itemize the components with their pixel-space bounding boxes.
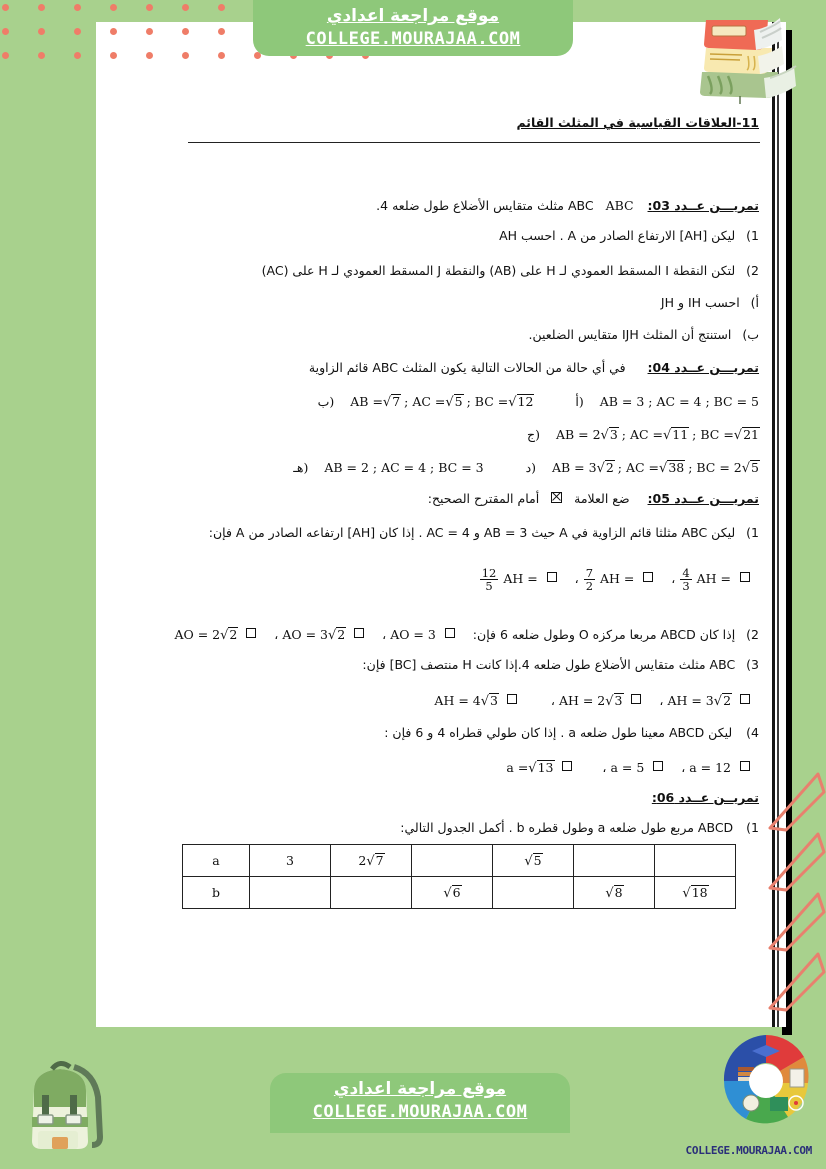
exercise-03-item-b — [528, 329, 759, 342]
exercise-03-item-1-label: 1) — [746, 228, 759, 243]
exercise-06-heading-line — [652, 792, 759, 805]
choice-q1-c1-lhs: AH = — [696, 571, 732, 587]
exercise-05-q1-text: ليكن ABC مثلثا قائم الزاوية في A حيث AB = 3 و AC = 4 . إذا كان [AH] ارتفاعه الصادر من A فإن: — [208, 525, 736, 540]
exercise-05-q3-choices: AH = 3√2 ، AH = 2√3 ، AH = 4√3 — [434, 693, 750, 708]
cell-b-6[interactable]: √18 — [655, 877, 736, 909]
exercise-05-q3 — [362, 659, 759, 672]
header-brand-url: COLLEGE.MOURAJAA.COM — [305, 29, 521, 49]
exercise-06-item-1 — [400, 822, 759, 835]
cell-b-2[interactable] — [331, 877, 412, 909]
checkbox-icon[interactable] — [547, 572, 557, 582]
choice-q1-c2-lhs: AH = — [600, 571, 635, 587]
exercise-05-instruction-after: أمام المقترح الصحيح: — [427, 491, 540, 506]
decorative-dot — [110, 4, 117, 11]
exercise-04-statement: في أي حالة من الحالات التالية يكون المثلث ABC قائم الزاوية — [308, 360, 626, 375]
exercise-05-q2-text: إذا كان ABCD مربعا مركزه O وطول ضلعه 6 فإن: — [472, 627, 736, 642]
exercise-03-statement: ABC مثلث متقايس الأضلاع طول ضلعه 4. — [376, 198, 594, 213]
table-row-b-label: b — [183, 877, 250, 909]
exercise-05-q4-text: ليكن ABCD معينا طول ضلعه a . إذا كان طولي قطراه 4 و 6 فإن : — [384, 725, 733, 740]
choice-q2-c1[interactable] — [386, 627, 455, 642]
case-b-label: ب) — [317, 394, 335, 409]
decorative-dot — [38, 28, 45, 35]
choice-q1-c1[interactable] — [675, 566, 750, 594]
x-mark-box-icon — [551, 492, 562, 503]
exercise-04-case-row-2 — [527, 427, 759, 442]
case-a-ab: AB = 3 — [599, 394, 645, 409]
choice-q2-c3[interactable] — [174, 627, 256, 642]
choice-q1-c2[interactable] — [579, 566, 654, 594]
exercise-03-heading-line — [376, 200, 759, 213]
cell-b-1[interactable] — [250, 877, 331, 909]
cell-b-5[interactable]: √8 — [574, 877, 655, 909]
header-brand-arabic: موقع مراجعة اعدادي — [326, 6, 500, 26]
checkbox-icon[interactable] — [562, 761, 572, 771]
exercise-06-heading: تمريــن عــدد 06: — [651, 790, 759, 805]
decorative-dot — [2, 52, 9, 59]
exercise-05-heading-line — [428, 492, 759, 506]
exercise-05-heading: تمريـــن عــدد 05: — [647, 491, 759, 506]
exercise-05-instruction-before: ضع العلامة — [574, 491, 630, 506]
exercise-05-q3-label: 3) — [746, 657, 759, 672]
cell-a-6[interactable] — [655, 845, 736, 877]
scanned-worksheet-content — [96, 22, 772, 1027]
table-row-b — [183, 877, 736, 909]
backpack-icon — [8, 1045, 120, 1161]
exercise-03-item-b-text: استنتج أن المثلث IJH متقايس الضلعين. — [528, 327, 732, 342]
table-row-a-label: a — [183, 845, 250, 877]
fraction-denominator: 5 — [485, 579, 493, 594]
exercise-03-item-2 — [262, 265, 759, 278]
decorative-dot — [38, 4, 45, 11]
footer-brand-arabic: موقع مراجعة اعدادي — [333, 1079, 507, 1099]
choice-q1-c3-fraction — [480, 567, 499, 592]
case-e-bc: BC = 3 — [438, 460, 484, 475]
decorative-dot — [74, 52, 81, 59]
exercise-04-case-c: ج) AB = 2√3 ; AC =√11 ; BC =√21 — [527, 427, 759, 443]
decorative-dot — [2, 28, 9, 35]
exercise-05-q1 — [209, 527, 759, 540]
exercise-05-q3-text: ABC مثلث متقايس الأضلاع طول ضلعه 4.إذا كانت H منتصف [BC] فإن: — [362, 657, 736, 672]
decorative-dot — [146, 4, 153, 11]
choice-q3-c2-text: AH = 2√3 — [558, 693, 623, 709]
exercise-03-item-a-label: أ) — [750, 295, 759, 310]
choice-q1-c1-fraction — [680, 567, 691, 592]
checkbox-icon[interactable] — [740, 572, 750, 582]
choice-q4-c3-text: a =√13 — [506, 760, 554, 776]
fraction-numerator: 4 — [682, 566, 690, 580]
exercise-05-q2-label: 2) — [746, 627, 759, 642]
choice-q4-c1-text: a = 12 — [689, 760, 732, 775]
exercise-03-item-1-text: ليكن [AH] الارتفاع الصادر من A . احسب AH — [499, 228, 736, 243]
choice-q3-c2[interactable] — [555, 693, 642, 708]
exercise-05-q4-label: 4) — [746, 725, 759, 740]
choice-q1-c3-lhs: AH = — [503, 571, 538, 587]
exercise-03-item-2-text: لتكن النقطة I المسقط العمودي لـ H على (AB) والنقطة J المسقط العمودي لـ H على (AC) — [261, 263, 736, 278]
exercise-04-case-row-1 — [318, 394, 759, 409]
cell-a-3[interactable] — [412, 845, 493, 877]
checkbox-icon[interactable] — [631, 694, 641, 704]
case-a-ac: AC = 4 — [656, 394, 702, 409]
checkbox-icon[interactable] — [354, 628, 364, 638]
exercise-06-item-1-label: 1) — [746, 820, 759, 835]
case-d-label: د) — [525, 460, 537, 475]
watermark-text: COLLEGE.MOURAJAA.COM — [685, 1144, 812, 1157]
case-e-label: هـ) — [293, 460, 309, 475]
exercise-03-item-a — [661, 297, 759, 310]
checkbox-icon[interactable] — [246, 628, 256, 638]
table-row-a — [183, 845, 736, 877]
exercise-05-q4-choices: a = 12 ، a = 5 ، a =√13 — [506, 760, 750, 775]
choice-q4-c1[interactable] — [685, 760, 750, 775]
completion-table — [182, 844, 736, 909]
case-e-ab: AB = 2 — [324, 460, 369, 475]
case-a-label: أ) — [575, 394, 584, 409]
title-underline-rule — [188, 142, 760, 143]
choice-q1-c3[interactable] — [479, 566, 557, 594]
choice-q3-c3-text: AH = 4√3 — [434, 693, 498, 709]
checkbox-icon[interactable] — [643, 572, 653, 582]
cell-a-5[interactable] — [574, 845, 655, 877]
checkbox-icon[interactable] — [507, 694, 517, 704]
choice-q3-c3[interactable] — [434, 693, 517, 708]
exercise-05-q1-label: 1) — [746, 525, 759, 540]
education-wreath-icon — [718, 1031, 814, 1131]
exercise-03-item-b-label: ب) — [742, 327, 759, 342]
exercise-05-q2: 2) إذا كان ABCD مربعا مركزه O وطول ضلعه 6 فإن: AO = 3 ، AO = 3√2 ، AO = 2√2 — [174, 627, 759, 643]
decorative-dot — [2, 4, 9, 11]
stacked-books-icon — [684, 6, 804, 108]
choice-q3-c1[interactable] — [663, 693, 750, 708]
checkbox-icon[interactable] — [740, 761, 750, 771]
fraction-denominator: 2 — [585, 579, 594, 594]
exercise-04-case-d: د) AB = 3√2 ; AC =√38 ; BC = 2√5 — [525, 460, 759, 476]
exercise-06-item-1-text: ABCD مربع طول ضلعه a وطول قطره b . أكمل الجدول التالي: — [400, 820, 734, 835]
exercise-03-item-a-text: احسب IH و JH — [660, 295, 740, 310]
cell-b-4[interactable] — [493, 877, 574, 909]
exercise-05-q4 — [384, 727, 759, 740]
checkbox-icon[interactable] — [653, 761, 663, 771]
cell-a-4[interactable]: √5 — [493, 845, 574, 877]
choice-q4-c2[interactable] — [606, 760, 663, 775]
exercise-04-heading-line — [309, 362, 759, 375]
footer-brand-url: COLLEGE.MOURAJAA.COM — [312, 1102, 528, 1122]
fraction-numerator: 7 — [585, 566, 594, 580]
choice-q2-c3-text: AO = 2√2 — [174, 627, 238, 643]
exercise-04-heading: تمريـــن عــدد 04: — [647, 360, 759, 375]
case-c-label: ج) — [527, 427, 540, 442]
exercise-05-q1-choices: AH = $\frac{4}{3}$ ، AH = $\frac{7}{2}$ ، AH = $\frac{12}{5}$ — [479, 567, 750, 592]
decorative-dot — [182, 4, 189, 11]
choice-q2-c1-text: AO = 3 — [390, 627, 436, 642]
cell-a-2[interactable]: 2√7 — [331, 845, 412, 877]
case-a-bc: BC = 5 — [713, 394, 759, 409]
exercise-03-item-1 — [499, 230, 759, 243]
header-banner — [253, 0, 573, 56]
exercise-03-heading: تمريـــن عــدد 03: — [647, 198, 759, 213]
decorative-dot — [74, 28, 81, 35]
exercise-04-case-b: ب) AB =√7 ; AC =√5 ; BC =√12 — [317, 394, 534, 410]
choice-q4-c3[interactable] — [506, 760, 572, 775]
footer-banner — [270, 1073, 570, 1133]
fraction-denominator: 3 — [682, 579, 690, 594]
exercise-03-abc: ABC — [605, 198, 634, 213]
decorative-dot — [74, 4, 81, 11]
checkbox-icon[interactable] — [445, 628, 455, 638]
decorative-dot — [218, 4, 225, 11]
decorative-dot — [38, 52, 45, 59]
choice-q4-c2-text: a = 5 — [610, 760, 645, 775]
exercise-03-item-2-label: 2) — [746, 263, 759, 278]
checkbox-icon[interactable] — [740, 694, 750, 704]
cell-b-3[interactable]: √6 — [412, 877, 493, 909]
choice-q2-c2[interactable] — [278, 627, 364, 642]
exercise-04-case-a: أ) AB = 3 ; AC = 4 ; BC = 5 — [575, 394, 759, 409]
exercise-04-case-e: هـ) AB = 2 ; AC = 4 ; BC = 3 — [293, 460, 484, 475]
case-e-ac: AC = 4 — [381, 460, 427, 475]
exercise-04-case-row-3 — [293, 460, 759, 475]
choice-q1-c2-fraction — [584, 567, 595, 592]
section-title: 11-العلاقات القياسية في المثلث القائم — [516, 115, 759, 130]
choice-q3-c1-text: AH = 3√2 — [667, 693, 732, 709]
choice-q2-c2-text: AO = 3√2 — [282, 627, 346, 643]
fraction-numerator: 12 — [481, 566, 497, 580]
cell-a-1[interactable]: 3 — [250, 845, 331, 877]
